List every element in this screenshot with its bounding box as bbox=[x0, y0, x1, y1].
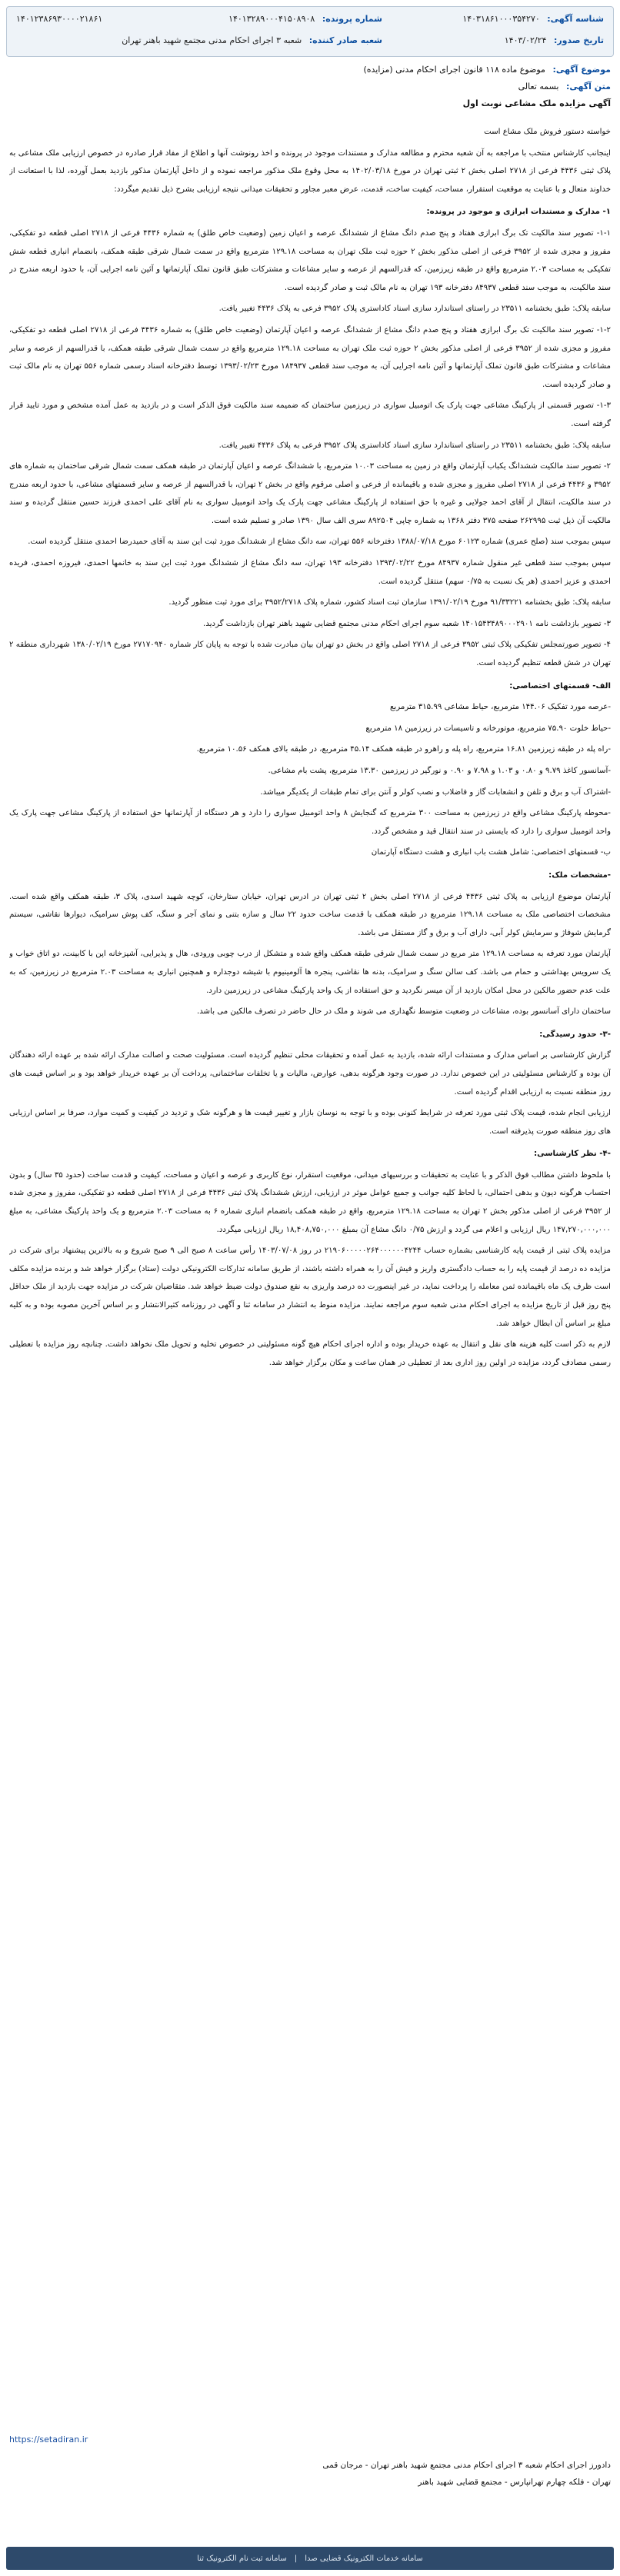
paragraph-2: ۱-۱- تصویر سند مالکیت تک برگ ابرازی هفتاد و پنج صدم دانگ مشاع از ششدانگ عرصه و اعیان زمین (وضعیت خاص طلق) به شماره ۴۴۳۶ فرعی از ۲۷۱۸ اصلی قطعه دو تفکیکی، مفروز و مجزی شده از ۳۹۵۲ فرعی از اصلی مذکور بخش ۲ حوزه ثبت ملک تهران به مساحت ۱۲۹.۱۸ مترمربع واقع در سمت شمال شرقی طبقه همکف، بانضمام انباری قطعه شش تفکیکی به مساحت ۲.۰۳ مترمربع واقع در طبقه زیرزمین، که قدرالسهم از عرصه و سایر مشاعات و مشترکات طبق قانون تملک آپارتمانها و آئین نامه اجرایی آن، با حدود اربعه مندرج در سند مالکیت، به موجب سند قطعی ۸۴۹۳۷ دفترخانه ۱۹۳ تهران به نام مالک ثبت و صادر گردیده است. bbox=[9, 228, 611, 292]
footer-separator: | bbox=[294, 2554, 298, 2563]
paragraph-17: -آسانسور کاغذ ۹.۷۹ و ۰.۸۰ و ۱.۰۳ و ۷.۹۸ و ۰.۹۰ و نورگیر در زیرزمین ۱۳.۳۰ مترمربع، پشت بام مشاعی. bbox=[268, 767, 611, 775]
ad-header bbox=[6, 6, 614, 57]
paragraph-23: ساختمان دارای آسانسور بوده، مشاعات در وضعیت متوسط نگهداری می شوند و ملک در حال حاضر در تصرف مالکین می باشد. bbox=[196, 1007, 611, 1017]
paragraph-15: -حیاط خلوت ۷۵.۹۰ مترمربع، موتورخانه و تاسیسات در زیرزمین ۱۸ مترمربع bbox=[365, 724, 611, 733]
subject-row bbox=[9, 62, 611, 78]
paragraph-9: سپس بموجب سند قطعی غیر منقول شماره ۸۴۹۳۷ مورخ ۱۳۹۳/۰۲/۲۲ دفترخانه ۱۹۳ تهران، سه دانگ مشاع از ششدانگ مورد ثبت این سند به خانمها احمدی، فیروزه احمدی، فریده احمدی و عزیز احمدی (هر یک نسبت به ۰/۷۵ سهم) منتقل گردیده است. bbox=[9, 559, 611, 586]
ref-number: ۱۴۰۱۲۳۸۶۹۳۰۰۰۰۲۱۸۶۱ bbox=[16, 14, 103, 24]
paragraph-10: سابقه پلاک: طبق بخشنامه ۹۱/۳۳۲۲۱ مورخ ۱۳۹۱/۰۲/۱۹ سازمان ثبت اسناد کشور، شماره پلاک ۳۹۵۲/۲۷۱۸ برای مورد ثبت منظور گردید. bbox=[168, 598, 611, 607]
paragraph-1: اینجانب کارشناس منتخب با مراجعه به آن شعبه محترم و مطالعه مدارک و مستندات موجود در پرونده و اخذ رونوشت آنها و اطلاع از مفاد قرار صادره در خصوص ارزیابی ملک مشاعی به پلاک ثبتی ۴۴۳۶ فرعی از ۲۷۱۸ اصلی بخش ۲ ثبتی تهران در مورخ ۱۴۰۲/۰۳/۱۸ به محل وقوع ملک مذکور مراجعه نموده و از داخل آپارتمان مذکور بازدید بعمل آورده، لذا با استعانت از خداوند متعال و با عنایت به موقعیت استقرار، مساحت، کیفیت ساخت، قدمت، عرض معبر مجاور و تحقیقات میدانی نتیجه ارزیابی بشرح ذیل تقدیم میگردد: bbox=[9, 148, 611, 194]
subject-block bbox=[9, 62, 611, 112]
case-number-label: شماره پرونده: bbox=[322, 14, 382, 24]
paragraph-27: مزایده پلاک ثبتی از قیمت پایه کارشناسی بشماره حساب ۲۱۹۰۶۰۰۰۰۰۲۶۴۰۰۰۰۰۰۴۲۴۴ در روز ۱۴۰۳/۰۷/۰۸ رأس ساعت ۸ صبح الی ۹ صبح شروع و به بالاترین پیشنهاد برای شرکت در مزایده ده درصد از قیمت پایه را به حساب دادگستری واریز و فیش آن را به همراه داشته باشند، از طریق سامانه تدارکات الکترونیکی دولت (ستاد) برگزار خواهد شد و برنده مزایده مکلف است ظرف یک ماه باقیمانده ثمن معامله را پرداخت نماید، در غیر اینصورت ده درصد واریزی به نفع صندوق دولت ضبط خواهد شد. متقاضیان شرکت در مزایده جهت بازدید از ملک حداقل پنج روز قبل از تاریخ مزایده به اجرای احکام مدنی شعبه سوم مراجعه نمایند. مزایده منوط به انتشار در سامانه ثنا و آگهی در روزنامه کثیرالانتشار و بر اساس آخرین مصوبه بوده و به کلیه مبلغ بر اساس آن ابطال خواهد شد. bbox=[9, 1246, 611, 1328]
issuer-row bbox=[122, 33, 382, 48]
issuer-label: شعبه صادر کننده: bbox=[308, 35, 382, 45]
paragraph-18: -اشتراک آب و برق و تلفن و انشعابات گاز و فاضلاب و نصب کولر و آنتن برای تمام طبقات از یکدیگر میباشد. bbox=[260, 787, 611, 797]
paragraph-25: ارزیابی انجام شده، قیمت پلاک ثبتی مورد تعرفه در شرایط کنونی بوده و با توجه به نوسان بازار و تغییر قیمت ها و هرگونه شک و تردید در کیفیت و کمیت موارد، صرفا بر اساس ارزیابی های روز منطقه صورت پذیرفته است. bbox=[9, 1109, 611, 1136]
text-value: بسمه تعالی bbox=[518, 82, 559, 92]
footer-text-1[interactable]: سامانه خدمات الکترونیک قضایی صدا bbox=[305, 2554, 423, 2563]
text-label: متن آگهی: bbox=[566, 82, 611, 92]
paragraph-28: لازم به ذکر است کلیه هزینه های نقل و انتقال به عهده خریدار بوده و اداره اجرای احکام هیچ گونه مسئولیتی در خصوص تخلیه و تحویل ملک نخواهد داشت. چنانچه روز مزایده با تعطیلی رسمی مصادف گردد، مزایده در اولین روز اداری بعد از تعطیلی در همان ساعت و مکان برگزار خواهد شد. bbox=[9, 1340, 611, 1367]
paragraph-22: آپارتمان مورد تعرفه به مساحت ۱۲۹.۱۸ متر مربع در سمت شمال شرقی طبقه همکف واقع شده و متشکل از درب چوبی ورودی، هال و پذیرایی، آشپزخانه اپن با کابینت، دو اتاق خواب و یک سرویس بهداشتی و حمام می باشد. کف سالن سنگ و سرامیک، بدنه ها نقاشی، پنجره ها آلومینیوم با شیشه دوجداره و همچنین انباری به مساحت ۲.۰۳ مترمربع در زیرزمین، که به علت عدم حضور مالکین در محل امکان بازدید از آن میسر نگردید و حق استفاده از یک واحد پارکینگ مشاعی در زیرزمین دارد. bbox=[9, 950, 611, 995]
paragraph-7: ۲- تصویر سند مالکیت ششدانگ یکباب آپارتمان واقع در زمین به مساحت ۱۰.۰۳ مترمربع، با ششدانگ عرصه و اعیان آپارتمان در طبقه همکف سمت شمال شرقی ساختمان به شماره های ۳۹۵۲ و ۴۴۳۶ فرعی از ۲۷۱۸ اصلی مفروز و مجزی شده و باقیمانده از فرعی و اصلی مرقوم واقع در بخش ۲ تهران، با قدرالسهم از عرصه و سایر قسمتهای مشاعی، با حدود اربعه مندرج در سند مالکیت، انتقال از آقای احمد جولایی و غیره با حق استفاده از پارکینگ مشاعی جهت پارک یک واحد اتومبیل سواری به نام آقای علی احمدی فرزند حسین منتقل گردیده و سند مالکیت آن ذیل ثبت ۲۶۲۹۹۵ صفحه ۳۷۵ دفتر ۱۳۶۸ به شماره چاپی ۸۹۲۵۰۴ سری الف سال ۱۳۹۰ صادر و تسلیم شده است. bbox=[9, 462, 611, 525]
footer-text-2[interactable]: سامانه ثبت نام الکترونیک ثنا bbox=[197, 2554, 287, 2563]
ad-id-label: شناسه آگهی: bbox=[547, 14, 604, 24]
paragraph-12: ۴- تصویر صورتمجلس تفکیکی پلاک ثبتی ۳۹۵۲ فرعی از ۲۷۱۸ اصلی واقع در بخش دو تهران بیان مبادرت شده با توجه به پایان کار شماره ۲۷۱۷۰۹۴۰ مورخ ۱۳۸۰/۰۲/۱۹ شهرداری منطقه ۲ تهران در شش قطعه تنظیم گردیده است. bbox=[9, 641, 611, 668]
paragraph-6: سابقه پلاک: طبق بخشنامه ۲۳۵۱۱ در راستای استاندارد سازی اسناد کاداستری پلاک ۳۹۵۲ فرعی به پلاک ۴۴۳۶ تغییر یافت. bbox=[218, 441, 611, 450]
section-heading-2: -مشخصات ملک: bbox=[548, 870, 611, 880]
signature-line-2: تهران - فلکه چهارم تهرانپارس - مجتمع قضایی شهید باهنر bbox=[418, 2478, 611, 2487]
paragraph-13: الف- قسمتهای اختصاصی: bbox=[509, 681, 611, 691]
case-number-value: ۱۴۰۱۳۲۸۹۰۰۰۴۱۵۰۸۹۰۸ bbox=[228, 14, 315, 24]
ad-id-row bbox=[462, 12, 604, 27]
issue-date-label: تاریخ صدور: bbox=[553, 35, 604, 45]
paragraph-26: با ملحوظ داشتن مطالب فوق الذکر و با عنایت به تحقیقات و بررسیهای میدانی، موقعیت استقرار، نوع کاربری و عرصه و اعیان و مساحت، کیفیت و قدمت ساخت (حدود ۳۵ سال) و بدون احتساب هرگونه دیون و بدهی احتمالی، با لحاظ کلیه جوانب و جمیع عوامل موثر در ارزیابی، ارزش ششدانگ پلاک ثبتی ۴۴۳۶ فرعی از ۲۷۱۸ اصلی قطعه دو تفکیکی، مفروز و مجزی شده از ۳۹۵۲ فرعی از اصلی مذکور بخش ۲ تهران به مساحت ۱۲۹.۱۸ مترمربع، واقع در طبقه همکف بانضمام انباری شماره ۶ به مساحت ۲.۰۳ مترمربع و یک واحد پارکینگ مشاعی، به مبلغ ۱۴۷,۲۷۰,۰۰۰,۰۰۰ ریال ارزیابی و اعلام می گردد و ارزش ۰/۷۵ دانگ مشاع آن بمبلغ ۱۸,۴۰۸,۷۵۰,۰۰۰ ریال ارزیابی میگردد. bbox=[9, 1170, 611, 1234]
case-number-row bbox=[228, 12, 382, 27]
signature-block bbox=[9, 2457, 611, 2491]
paragraph-14: -عرصه مورد تفکیک ۱۴۴.۰۶ مترمربع، حیاط مشاعی ۳۱۵.۹۹ مترمربع bbox=[390, 703, 611, 712]
paragraph-16: -راه پله در طبقه زیرزمین ۱۶.۸۱ مترمربع، راه پله و راهرو در طبقه همکف ۴۵.۱۴ مترمربع، در طبقه بالای همکف ۱۰.۵۶ مترمربع. bbox=[196, 745, 611, 754]
link-line bbox=[9, 2435, 611, 2451]
paragraph-24: گزارش کارشناسی بر اساس مدارک و مستندات ارائه شده، بازدید به عمل آمده و تحقیقات محلی تنظیم گردیده است. مسئولیت صحت و اصالت مدارک ارائه شده بر عهده ارائه دهندگان آن بوده و کارشناس مسئولیتی در این خصوص ندارد. در صورت وجود هرگونه بدهی، عوارض، مالیات و یا تخلفات ساختمانی، پرداخت آن بر عهده خریدار خواهد بود و بر اساس قیمت های روز منطقه نسبت به ارزیابی اقدام گردیده است. bbox=[9, 1051, 611, 1097]
setad-link[interactable]: https://setadiran.ir bbox=[9, 2435, 88, 2445]
subject-value: موضوع ماده ۱۱۸ قانون اجرای احکام مدنی (مزایده) bbox=[363, 65, 545, 75]
issue-date-value: ۱۴۰۳/۰۲/۲۴ bbox=[504, 35, 547, 45]
footer-bar bbox=[6, 2547, 614, 2570]
paragraph-21: آپارتمان موضوع ارزیابی به پلاک ثبتی ۴۴۳۶ فرعی از ۲۷۱۸ اصلی بخش ۲ ثبتی تهران در ادرس تهران، خیابان ستارخان، کوچه شهید اسدی، پلاک ۳، طبقه همکف واقع شده است. مشخصات اختصاصی ملک به مساحت ۱۲۹.۱۸ مترمربع در طبقه همکف با قدمت ساخت حدود ۲۲ سال و سازه بتنی و نمای آجر و سنگ، کف پوش سرامیک، دیوارها نقاشی، سیستم گرمایش شوفاژ و سرمایش کولر آبی، دارای آب و برق و گاز مستقل می باشد. bbox=[9, 892, 611, 937]
ad-body bbox=[9, 123, 611, 2426]
paragraph-5: ۱-۳- تصویر قسمتی از پارکینگ مشاعی جهت پارک یک اتومبیل سواری در زیرزمین ساختمان که ضمیمه سند مالکیت فوق الذکر است و در بازدید به عمل آمده مشخص و مورد تایید قرار گرفته است. bbox=[9, 401, 611, 428]
issue-date-row bbox=[505, 33, 604, 48]
section-heading-3: -۳- حدود رسیدگی: bbox=[539, 1030, 611, 1039]
section-heading-4: -۴- نظر کارشناسی: bbox=[534, 1150, 611, 1159]
issuer-value: شعبه ۳ اجرای احکام مدنی مجتمع شهید باهنر تهران bbox=[122, 35, 302, 45]
subject-label: موضوع آگهی: bbox=[552, 65, 611, 75]
ad-title: آگهی مزایده ملک مشاعی نوبت اول bbox=[462, 98, 611, 108]
signature-line-1: دادورز اجرای احکام شعبه ۳ اجرای احکام مدنی مجتمع شهید باهنر تهران - مرجان قمی bbox=[322, 2461, 611, 2470]
paragraph-3: سابقه پلاک: طبق بخشنامه ۲۳۵۱۱ در راستای استاندارد سازی اسناد کاداستری پلاک ۳۹۵۲ فرعی به پلاک ۴۴۳۶ تغییر یافت. bbox=[218, 305, 611, 314]
paragraph-19: -محوطه پارکینگ مشاعی واقع در زیرزمین به مساحت ۳۰۰ مترمربع که گنجایش ۸ واحد اتومبیل سواری را دارد و هر دستگاه از آپارتمانها حق استفاده از پارکینگ مشاعی جهت پارک یک واحد اتومبیل سواری را دارد که بایستی در سند انتقال قید و مشخص گردد. bbox=[9, 809, 611, 836]
paragraph-11: ۳- تصویر بازداشت نامه ۱۴۰۱۵۴۳۴۸۹۰۰۰۲۹۰۱ شعبه سوم اجرای احکام مدنی مجتمع قضایی شهید باهنر تهران بازداشت گردید. bbox=[203, 619, 611, 628]
text-row bbox=[9, 78, 611, 95]
paragraph-4: ۱-۲- تصویر سند مالکیت تک برگ ابرازی هفتاد و پنج صدم دانگ مشاع از ششدانگ عرصه و اعیان آپارتمان (وضعیت خاص طلق) به شماره ۴۴۳۶ فرعی از ۲۷۱۸ اصلی قطعه دو تفکیکی، مفروز و مجزی شده از ۳۹۵۲ فرعی از اصلی مذکور بخش ۲ حوزه ثبت ملک تهران به مساحت ۱۲۹.۱۸ مترمربع واقع در سمت شمال شرقی طبقه همکف، با قدرالسهم از عرصه و سایر مشاعات و مشترکات طبق قانون تملک آپارتمانها و آئین نامه اجرایی آن، به موجب سند قطعی ۱۸۴۹۳۷ مورخ ۱۳۹۳/۰۲/۲۳ توسط دفترخانه اسناد رسمی شماره ۵۵۶ تهران به نام مالک ثبت و صادر گردیده است. bbox=[9, 325, 611, 389]
section-heading-1: ۱- مدارک و مستندات ابرازی و موجود در پرونده: bbox=[426, 208, 611, 217]
ad-id-value: ۱۴۰۳۱۸۶۱۰۰۰۳۵۴۲۷۰ bbox=[462, 14, 540, 24]
paragraph-8: سپس بموجب سند (صلح عمری) شماره ۶۰۱۲۳ مورخ ۱۳۸۸/۰۷/۱۸ دفترخانه ۵۵۶ تهران، سه دانگ مشاع از ششدانگ مورد ثبت این سند به آقای حمیدرضا احمدی منتقل گردیده است. bbox=[28, 537, 611, 547]
intro-paragraph: خواسته دستور فروش ملک مشاع است bbox=[484, 128, 611, 136]
paragraph-20: ب- قسمتهای اختصاصی: شامل هشت باب انباری و هشت دستگاه آپارتمان bbox=[371, 848, 611, 857]
